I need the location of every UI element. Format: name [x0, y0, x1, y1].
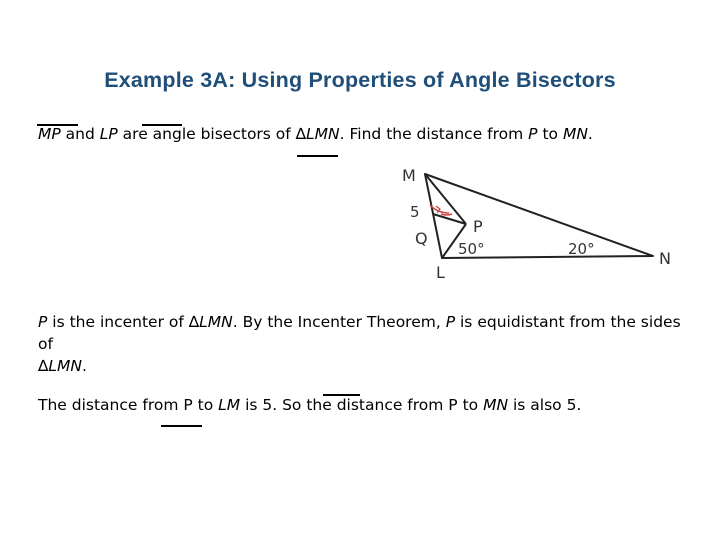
label-q: Q: [415, 229, 428, 248]
para-text: The distance from P to: [38, 396, 219, 414]
para-text: is the incenter of ∆: [47, 313, 200, 331]
point-p: P: [38, 313, 48, 331]
segment-lm: LM: [218, 396, 241, 414]
distance-paragraph: [38, 394, 581, 416]
label-l: L: [436, 263, 445, 282]
point-p: P: [445, 313, 456, 331]
segment-mn: MN: [562, 125, 588, 143]
incenter-paragraph: [38, 311, 688, 377]
segment-mn: MN: [483, 396, 509, 414]
segment-lp: LP: [99, 125, 118, 143]
label-p: P: [473, 217, 483, 236]
point-p: P: [528, 125, 538, 143]
para-text: . By the Incenter Theorem,: [232, 313, 446, 331]
problem-text: . Find the distance from: [339, 125, 529, 143]
para-text: .: [81, 357, 87, 375]
triangle-name: LMN: [48, 357, 82, 375]
para-text: ∆: [38, 357, 49, 375]
para-text: is also 5.: [508, 396, 582, 414]
triangle-name: LMN: [306, 125, 340, 143]
problem-text: are angle bisectors of ∆: [117, 125, 307, 143]
segment-mp: MP: [38, 125, 61, 143]
triangle-name: LMN: [199, 313, 233, 331]
angle-arc-inner: [441, 214, 452, 215]
problem-text: to: [537, 125, 563, 143]
label-angle-50: 50°: [458, 240, 485, 258]
problem-text: .: [587, 125, 593, 143]
para-text: is equidistant from the sides of: [38, 313, 681, 353]
slide-title: Example 3A: Using Properties of Angle Bisectors: [104, 68, 616, 92]
para-text: is 5. So the distance from P to: [240, 396, 484, 414]
label-length-5: 5: [410, 203, 420, 221]
overline-segment: [323, 394, 360, 396]
problem-text: and: [60, 125, 100, 143]
label-angle-20: 20°: [568, 240, 595, 258]
label-m: M: [402, 166, 416, 185]
label-n: N: [659, 249, 671, 268]
overline-segment: [161, 425, 202, 427]
